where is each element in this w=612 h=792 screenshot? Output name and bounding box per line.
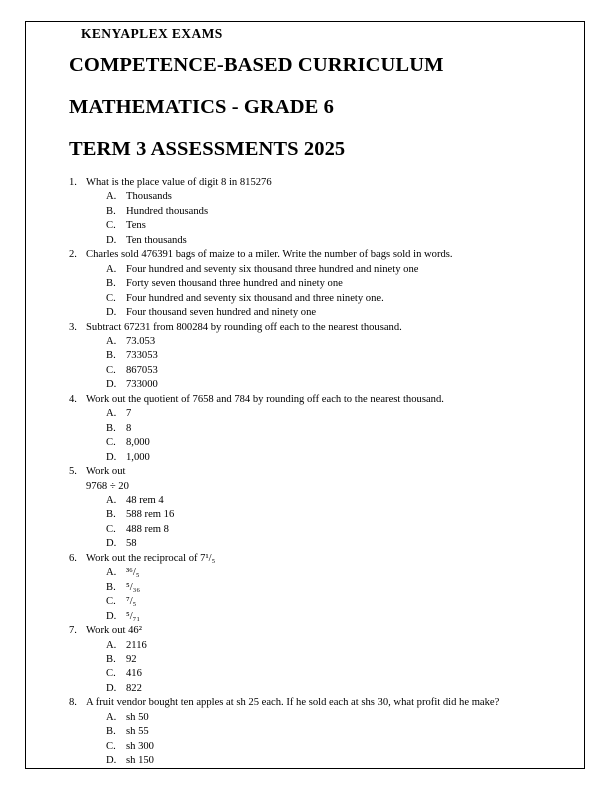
option-text: Four hundred and seventy six thousand three hundred and ninety one xyxy=(126,263,419,275)
option-item[interactable] xyxy=(106,349,586,363)
option-text: 48 rem 4 xyxy=(126,494,164,506)
option-item[interactable] xyxy=(106,639,586,653)
option-text: Hundred thousands xyxy=(126,205,209,217)
question-number: 8. xyxy=(69,697,77,709)
option-text: 488 rem 8 xyxy=(126,523,169,535)
question-text: A fruit vendor bought ten apples at sh 25 each. If he sold each at shs 30, what profit did he make? xyxy=(86,697,500,709)
option-item[interactable] xyxy=(106,581,586,595)
page-title-subject-grade: MATHEMATICS - GRADE 6 xyxy=(69,96,334,118)
option-text: 58 xyxy=(126,538,137,550)
page-title-term-year: TERM 3 ASSESSMENTS 2025 xyxy=(69,138,346,160)
option-letter: C. xyxy=(106,596,116,608)
option-item[interactable] xyxy=(106,725,586,739)
option-item[interactable] xyxy=(106,595,586,609)
option-item[interactable] xyxy=(106,277,586,291)
option-text: 822 xyxy=(126,682,142,694)
option-text: 2116 xyxy=(126,639,147,651)
option-letter: C. xyxy=(106,220,116,232)
option-text: Thousands xyxy=(126,191,172,203)
option-letter: D. xyxy=(106,538,117,550)
option-letter: C. xyxy=(106,668,116,680)
question-number: 3. xyxy=(69,321,77,333)
option-item[interactable] xyxy=(106,306,586,320)
question-item xyxy=(26,465,586,552)
option-letter: D. xyxy=(106,610,117,622)
option-text: 8 xyxy=(126,422,132,434)
option-item[interactable] xyxy=(106,263,586,277)
option-letter: A. xyxy=(106,191,117,203)
option-text: Ten thousands xyxy=(126,234,187,246)
option-text: sh 300 xyxy=(126,740,154,752)
option-item[interactable] xyxy=(106,364,586,378)
option-letter: B. xyxy=(106,653,116,665)
question-text: Work out the quotient of 7658 and 784 by rounding off each to the nearest thousand. xyxy=(86,393,444,405)
question-number: 2. xyxy=(69,249,77,261)
option-letter: B. xyxy=(106,205,116,217)
question-number: 5. xyxy=(69,466,77,478)
option-text: 867053 xyxy=(126,364,158,376)
option-text: ⁷/₅ xyxy=(126,596,137,608)
option-item[interactable] xyxy=(106,537,586,551)
question-text: What is the place value of digit 8 in 815276 xyxy=(86,177,272,188)
question-item xyxy=(26,696,586,768)
option-letter: A. xyxy=(106,494,117,506)
option-text: sh 150 xyxy=(126,755,154,767)
question-text: Charles sold 476391 bags of maize to a miler. Write the number of bags sold in words. xyxy=(86,249,453,261)
option-item[interactable] xyxy=(106,422,586,436)
option-letter: A. xyxy=(106,639,117,651)
option-text: ⁵/₃₆ xyxy=(126,581,141,593)
option-letter: A. xyxy=(106,263,117,275)
option-item[interactable] xyxy=(106,566,586,580)
option-item[interactable] xyxy=(106,740,586,754)
option-text: Four hundred and seventy six thousand and three ninety one. xyxy=(126,292,384,304)
option-text: ⁵/₇₁ xyxy=(126,610,141,622)
option-list xyxy=(86,335,586,393)
option-text: 73.053 xyxy=(126,335,156,347)
option-list xyxy=(86,711,586,769)
option-text: ³⁶/₅ xyxy=(126,567,140,579)
option-list xyxy=(86,263,586,321)
option-letter: B. xyxy=(106,726,116,738)
option-text: 92 xyxy=(126,653,137,665)
option-text: 733053 xyxy=(126,350,158,362)
option-letter: C. xyxy=(106,437,116,449)
page-title-curriculum: COMPETENCE-BASED CURRICULUM xyxy=(69,54,444,76)
question-text: Work out xyxy=(86,466,126,478)
option-letter: A. xyxy=(106,567,117,579)
option-text: Forty seven thousand three hundred and ninety one xyxy=(126,278,343,290)
option-letter: C. xyxy=(106,292,116,304)
question-number: 7. xyxy=(69,625,77,637)
option-item[interactable] xyxy=(106,667,586,681)
option-item[interactable] xyxy=(106,508,586,522)
option-item[interactable] xyxy=(106,378,586,392)
option-letter: A. xyxy=(106,711,117,723)
option-item[interactable] xyxy=(106,711,586,725)
option-letter: C. xyxy=(106,523,116,535)
option-text: 7 xyxy=(126,408,132,420)
option-text: 588 rem 16 xyxy=(126,509,175,521)
option-text: 416 xyxy=(126,668,142,680)
option-item[interactable] xyxy=(106,523,586,537)
exam-page-border xyxy=(25,21,585,769)
option-text: 8,000 xyxy=(126,437,150,449)
option-letter: B. xyxy=(106,581,116,593)
option-item[interactable] xyxy=(106,190,586,204)
option-list xyxy=(86,639,586,697)
question-text: Work out the reciprocal of 7¹/₅ xyxy=(86,552,216,564)
option-text: sh 55 xyxy=(126,726,149,738)
option-letter: C. xyxy=(106,740,116,752)
option-item[interactable] xyxy=(106,610,586,624)
option-letter: B. xyxy=(106,278,116,290)
question-list xyxy=(26,176,586,769)
option-item[interactable] xyxy=(106,205,586,219)
option-letter: C. xyxy=(106,364,116,376)
option-letter: D. xyxy=(106,682,117,694)
option-list xyxy=(86,407,586,465)
question-text: Subtract 67231 from 800284 by rounding off each to the nearest thousand. xyxy=(86,321,402,333)
option-letter: B. xyxy=(106,350,116,362)
option-list xyxy=(86,190,586,248)
option-letter: D. xyxy=(106,379,117,391)
option-letter: D. xyxy=(106,451,117,463)
option-item[interactable] xyxy=(106,292,586,306)
question-item xyxy=(26,176,586,248)
option-item[interactable] xyxy=(106,407,586,421)
option-item[interactable] xyxy=(106,335,586,349)
question-item xyxy=(26,552,586,624)
option-text: Tens xyxy=(126,220,146,232)
option-letter: D. xyxy=(106,234,117,246)
option-item[interactable] xyxy=(106,219,586,233)
option-letter: B. xyxy=(106,422,116,434)
question-item xyxy=(26,393,586,465)
option-item[interactable] xyxy=(106,653,586,667)
question-number: 6. xyxy=(69,552,77,564)
question-item xyxy=(26,624,586,696)
question-item xyxy=(26,321,586,393)
option-item[interactable] xyxy=(106,451,586,465)
page-content xyxy=(26,22,586,770)
option-letter: D. xyxy=(106,755,117,767)
option-letter: D. xyxy=(106,307,117,319)
option-text: Four thousand seven hundred and ninety one xyxy=(126,307,317,319)
option-text: 1,000 xyxy=(126,451,150,463)
option-list xyxy=(86,494,586,552)
option-item[interactable] xyxy=(106,234,586,248)
masthead-kenyaplex-exams: KENYAPLEX EXAMS xyxy=(81,26,223,41)
option-item[interactable] xyxy=(106,436,586,450)
question-number: 1. xyxy=(69,177,77,188)
question-item xyxy=(26,248,586,320)
question-text: Work out 46² xyxy=(86,625,142,637)
question-expression: 9768 ÷ 20 xyxy=(86,480,129,492)
option-item[interactable] xyxy=(106,494,586,508)
option-item[interactable] xyxy=(106,754,586,768)
option-list xyxy=(86,566,586,624)
option-item[interactable] xyxy=(106,682,586,696)
option-letter: B. xyxy=(106,509,116,521)
option-text: 733000 xyxy=(126,379,158,391)
option-letter: A. xyxy=(106,335,117,347)
option-text: sh 50 xyxy=(126,711,149,723)
option-letter: A. xyxy=(106,408,117,420)
question-number: 4. xyxy=(69,393,77,405)
